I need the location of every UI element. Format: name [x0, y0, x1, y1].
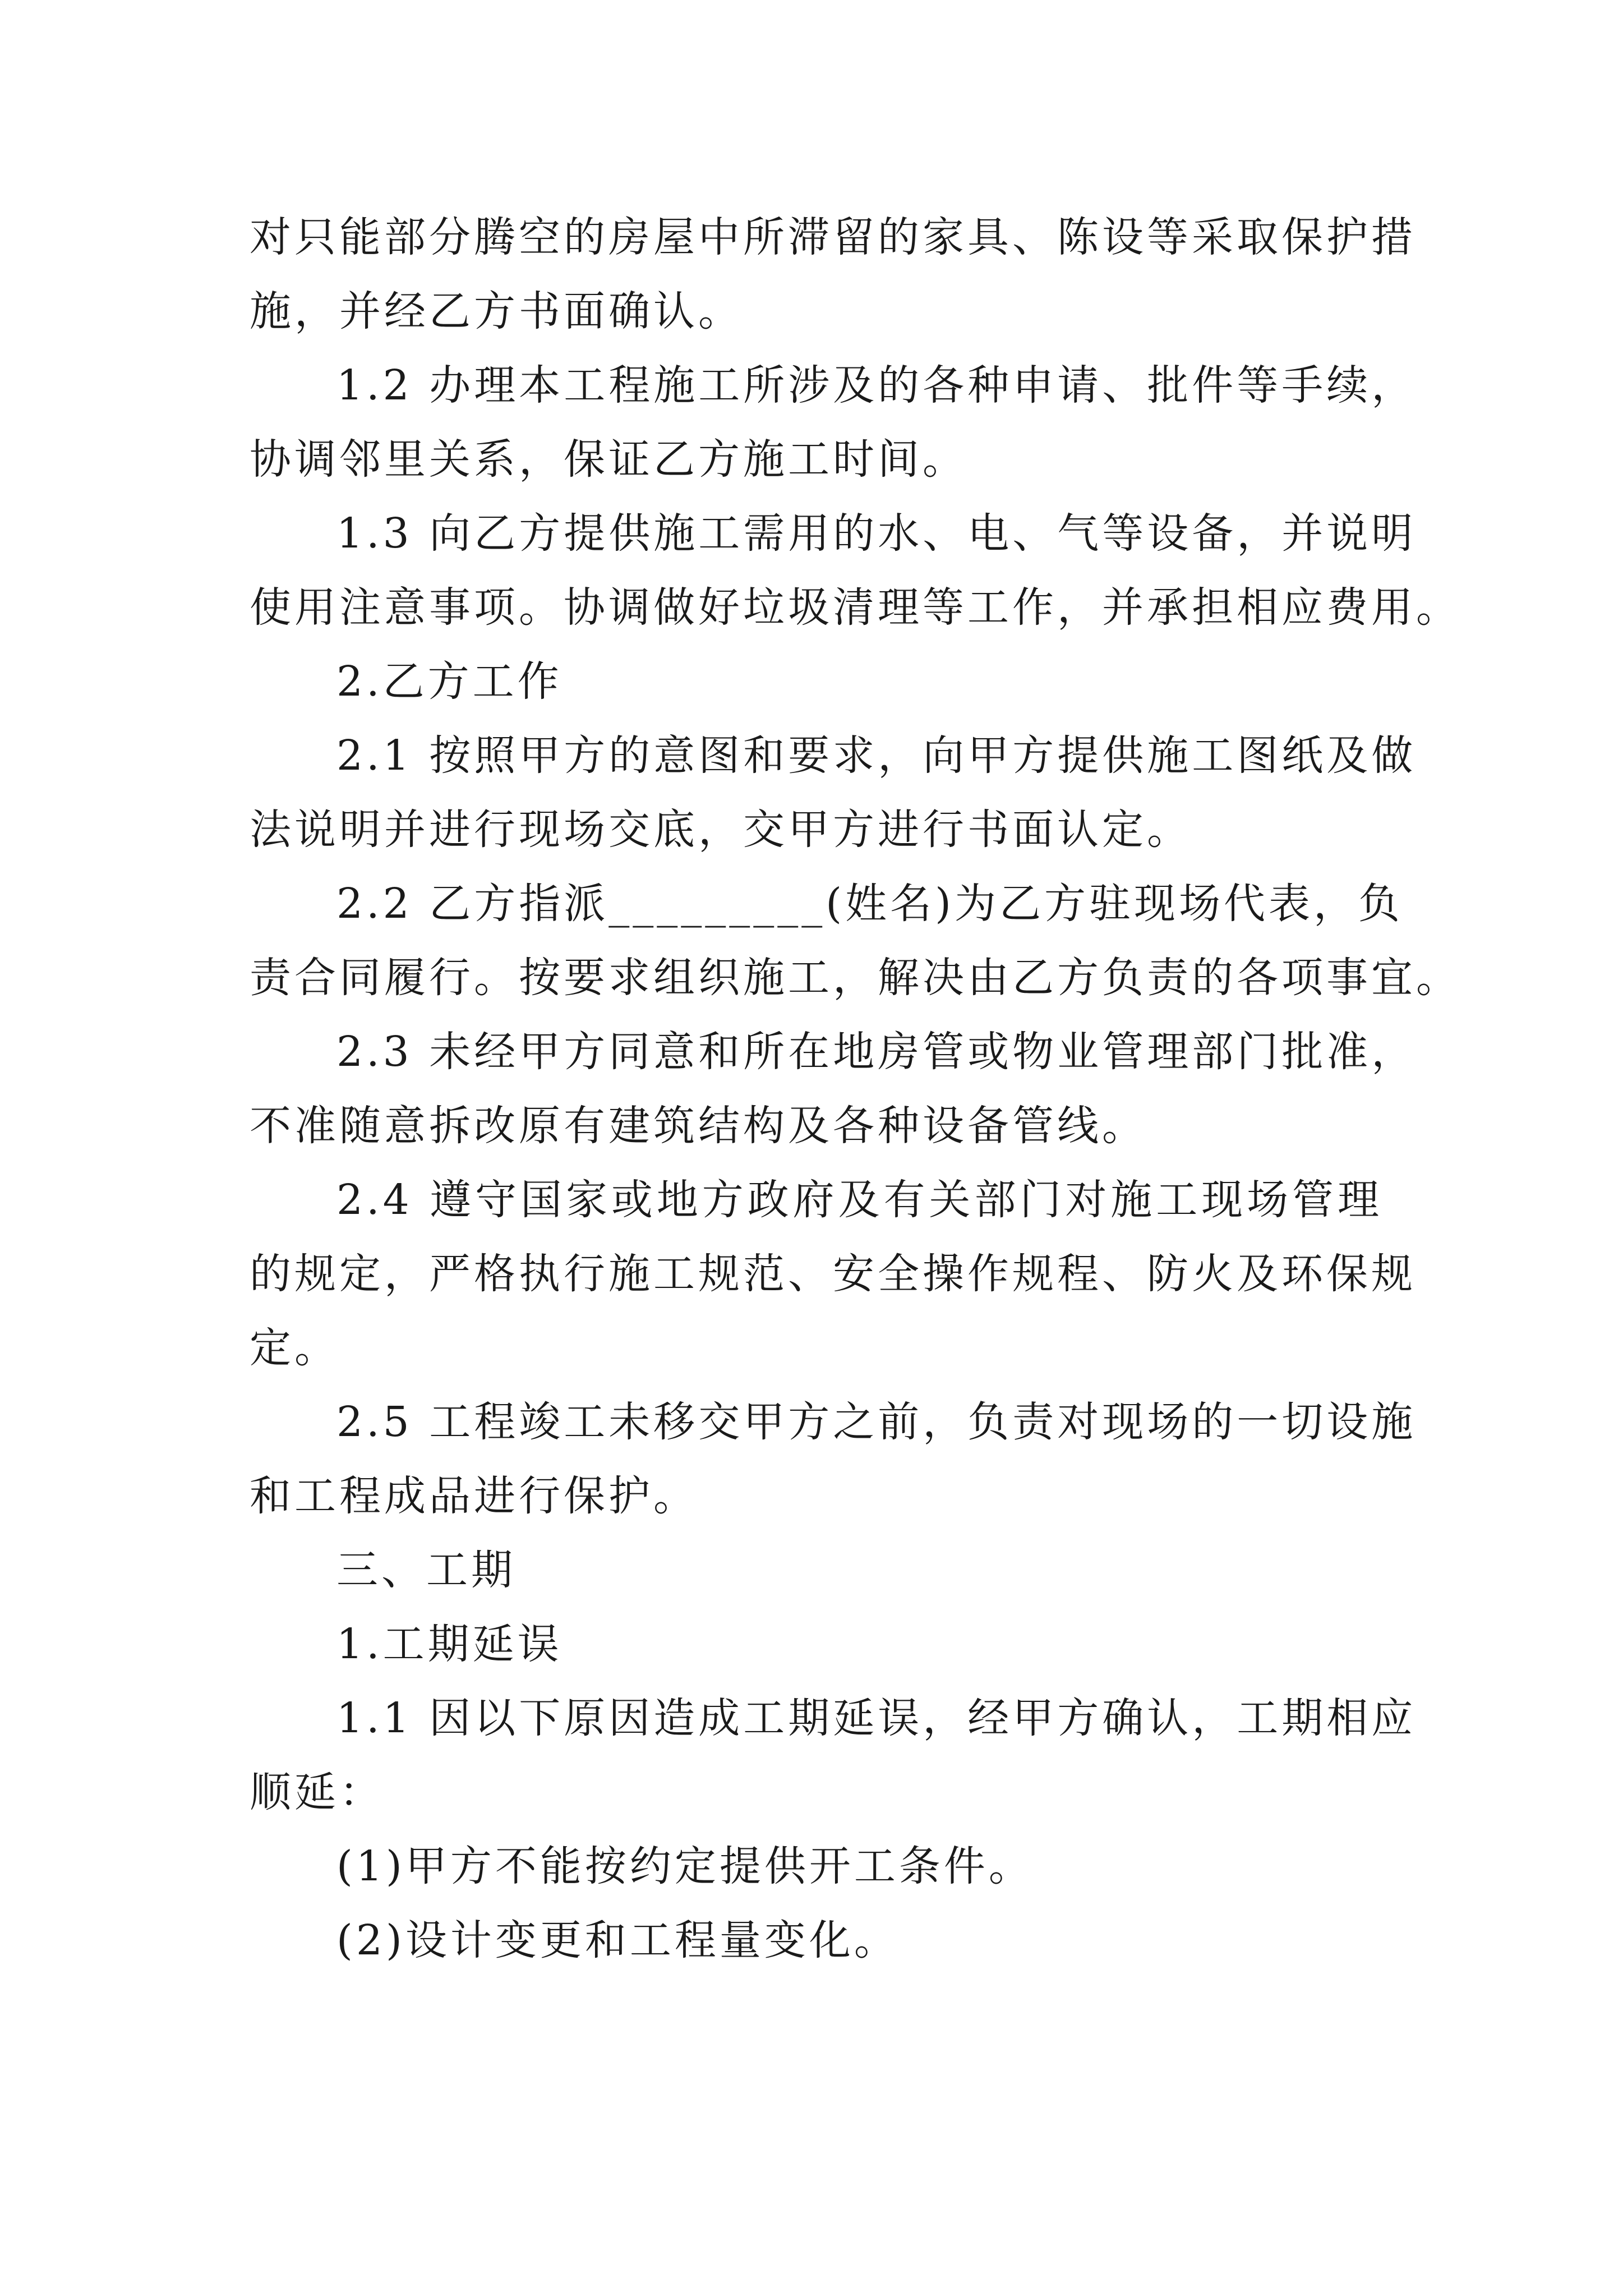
text-line: 不准随意拆改原有建筑结构及各种设备管线。 — [250, 1102, 1147, 1150]
text-line: 的规定，严格执行施工规范、安全操作规程、防火及环保规 — [250, 1250, 1416, 1298]
text-line: 2.2 乙方指派_________(姓名)为乙方驻现场代表，负 — [336, 880, 1403, 928]
text-line: 使用注意事项。协调做好垃圾清理等工作，并承担相应费用。 — [250, 583, 1461, 632]
subsection-heading: 1.工期延误 — [336, 1620, 562, 1668]
text-line: 责合同履行。按要求组织施工，解决由乙方负责的各项事宜。 — [250, 954, 1461, 1002]
text-line: 2.3 未经甲方同意和所在地房管或物业管理部门批准， — [336, 1028, 1417, 1076]
text-line: 1.2 办理本工程施工所涉及的各种申请、批件等手续， — [336, 361, 1417, 409]
text-line: 协调邻里关系，保证乙方施工时间。 — [250, 435, 967, 484]
text-line: 对只能部分腾空的房屋中所滞留的家具、陈设等采取保护措 — [250, 213, 1416, 261]
text-line: 1.1 因以下原因造成工期延误，经甲方确认，工期相应 — [336, 1694, 1417, 1742]
text-line: 顺延： — [250, 1768, 384, 1816]
list-item: (2)设计变更和工程量变化。 — [336, 1916, 899, 1964]
text-line: 2.4 遵守国家或地方政府及有关部门对施工现场管理 — [336, 1176, 1382, 1224]
text-line: 施，并经乙方书面确认。 — [250, 287, 743, 335]
list-item: (1)甲方不能按约定提供开工条件。 — [336, 1842, 1034, 1890]
text-line: 和工程成品进行保护。 — [250, 1472, 698, 1520]
text-line: 2.1 按照甲方的意图和要求，向甲方提供施工图纸及做 — [336, 731, 1417, 780]
text-line: 2.5 工程竣工未移交甲方之前，负责对现场的一切设施 — [336, 1398, 1417, 1446]
section-heading: 三、工期 — [336, 1546, 516, 1594]
section-heading: 2.乙方工作 — [336, 657, 562, 706]
text-line: 定。 — [250, 1324, 339, 1372]
text-line: 法说明并进行现场交底，交甲方进行书面认定。 — [250, 806, 1192, 854]
text-line: 1.3 向乙方提供施工需用的水、电、气等设备，并说明 — [336, 509, 1417, 558]
